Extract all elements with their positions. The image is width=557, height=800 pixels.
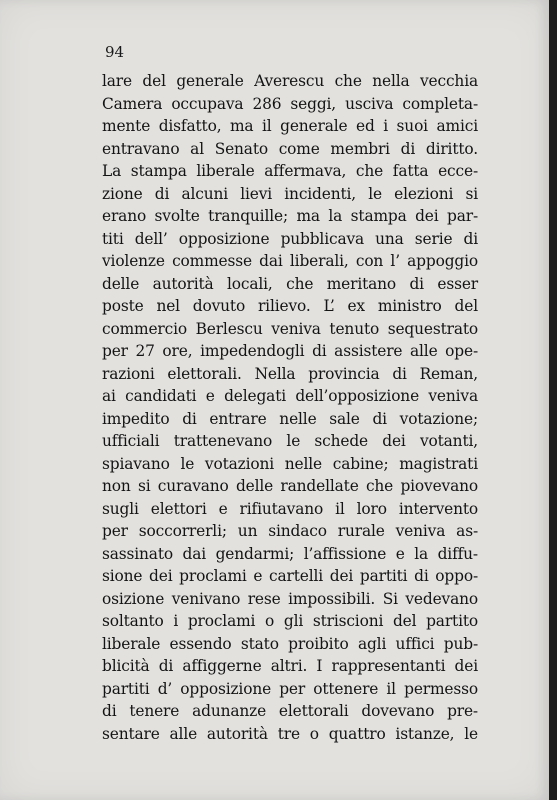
text-line: spiavano le votazioni nelle cabine; magistrati [102, 454, 478, 473]
text-line: zione di alcuni lievi incidenti, le elezioni si [102, 184, 478, 203]
text-line: impedito di entrare nelle sale di votazione; [102, 409, 478, 428]
text-line: sassinato dai gendarmi; l’affissione e la diffu- [102, 544, 478, 563]
text-line: ufficiali trattenevano le schede dei votanti, [102, 432, 478, 450]
text-line: soltanto i proclami o gli striscioni del partito [102, 612, 478, 630]
text-line: partiti d’ opposizione per ottenere il permesso [102, 679, 478, 698]
text-line: sione dei proclami e cartelli dei partiti di oppo- [102, 567, 478, 585]
text-line: non si curavano delle randellate che piovevano [102, 477, 478, 495]
text-line: razioni elettorali. Nella provincia di Reman, [102, 364, 478, 383]
text-line: di tenere adunanze elettorali dovevano pre- [102, 702, 478, 720]
text-line: poste nel dovuto rilievo. L’ ex ministro del [102, 297, 478, 315]
page-edge-shadow [549, 0, 557, 800]
text-line: osizione venivano rese impossibili. Si vedevano [102, 589, 478, 608]
text-line: entravano al Senato come membri di diritto. [102, 139, 478, 158]
page-number: 94 [105, 43, 125, 61]
text-line: per 27 ore, impedendogli di assistere alle ope- [102, 342, 478, 360]
text-line: commercio Berlescu veniva tenuto sequestrato [102, 319, 478, 338]
text-line: lare del generale Averescu che nella vecchia [102, 72, 478, 90]
text-line: La stampa liberale affermava, che fatta ecce- [102, 162, 478, 180]
text-line: ai candidati e delegati dell’opposizione veniva [102, 387, 478, 405]
body-text [102, 70, 478, 745]
text-line: sugli elettori e rifiutavano il loro intervento [102, 499, 478, 518]
text-line: sentare alle autorità tre o quattro istanze, le [102, 724, 478, 743]
text-line: blicità di affiggerne altri. I rappresentanti dei [102, 657, 478, 675]
text-line: erano svolte tranquille; ma la stampa dei par- [102, 207, 478, 225]
text-line: titi dell’ opposizione pubblicava una serie di [102, 229, 478, 248]
text-line: delle autorità locali, che meritano di esser [102, 274, 478, 293]
text-line: liberale essendo stato proibito agli uffici pub- [102, 634, 478, 653]
text-line: Camera occupava 286 seggi, usciva completa- [102, 94, 478, 113]
text-line: mente disfatto, ma il generale ed i suoi amici [102, 117, 478, 135]
text-line: per soccorrerli; un sindaco rurale veniva as- [102, 522, 478, 540]
text-line: violenze commesse dai liberali, con l’ appoggio [102, 252, 478, 270]
